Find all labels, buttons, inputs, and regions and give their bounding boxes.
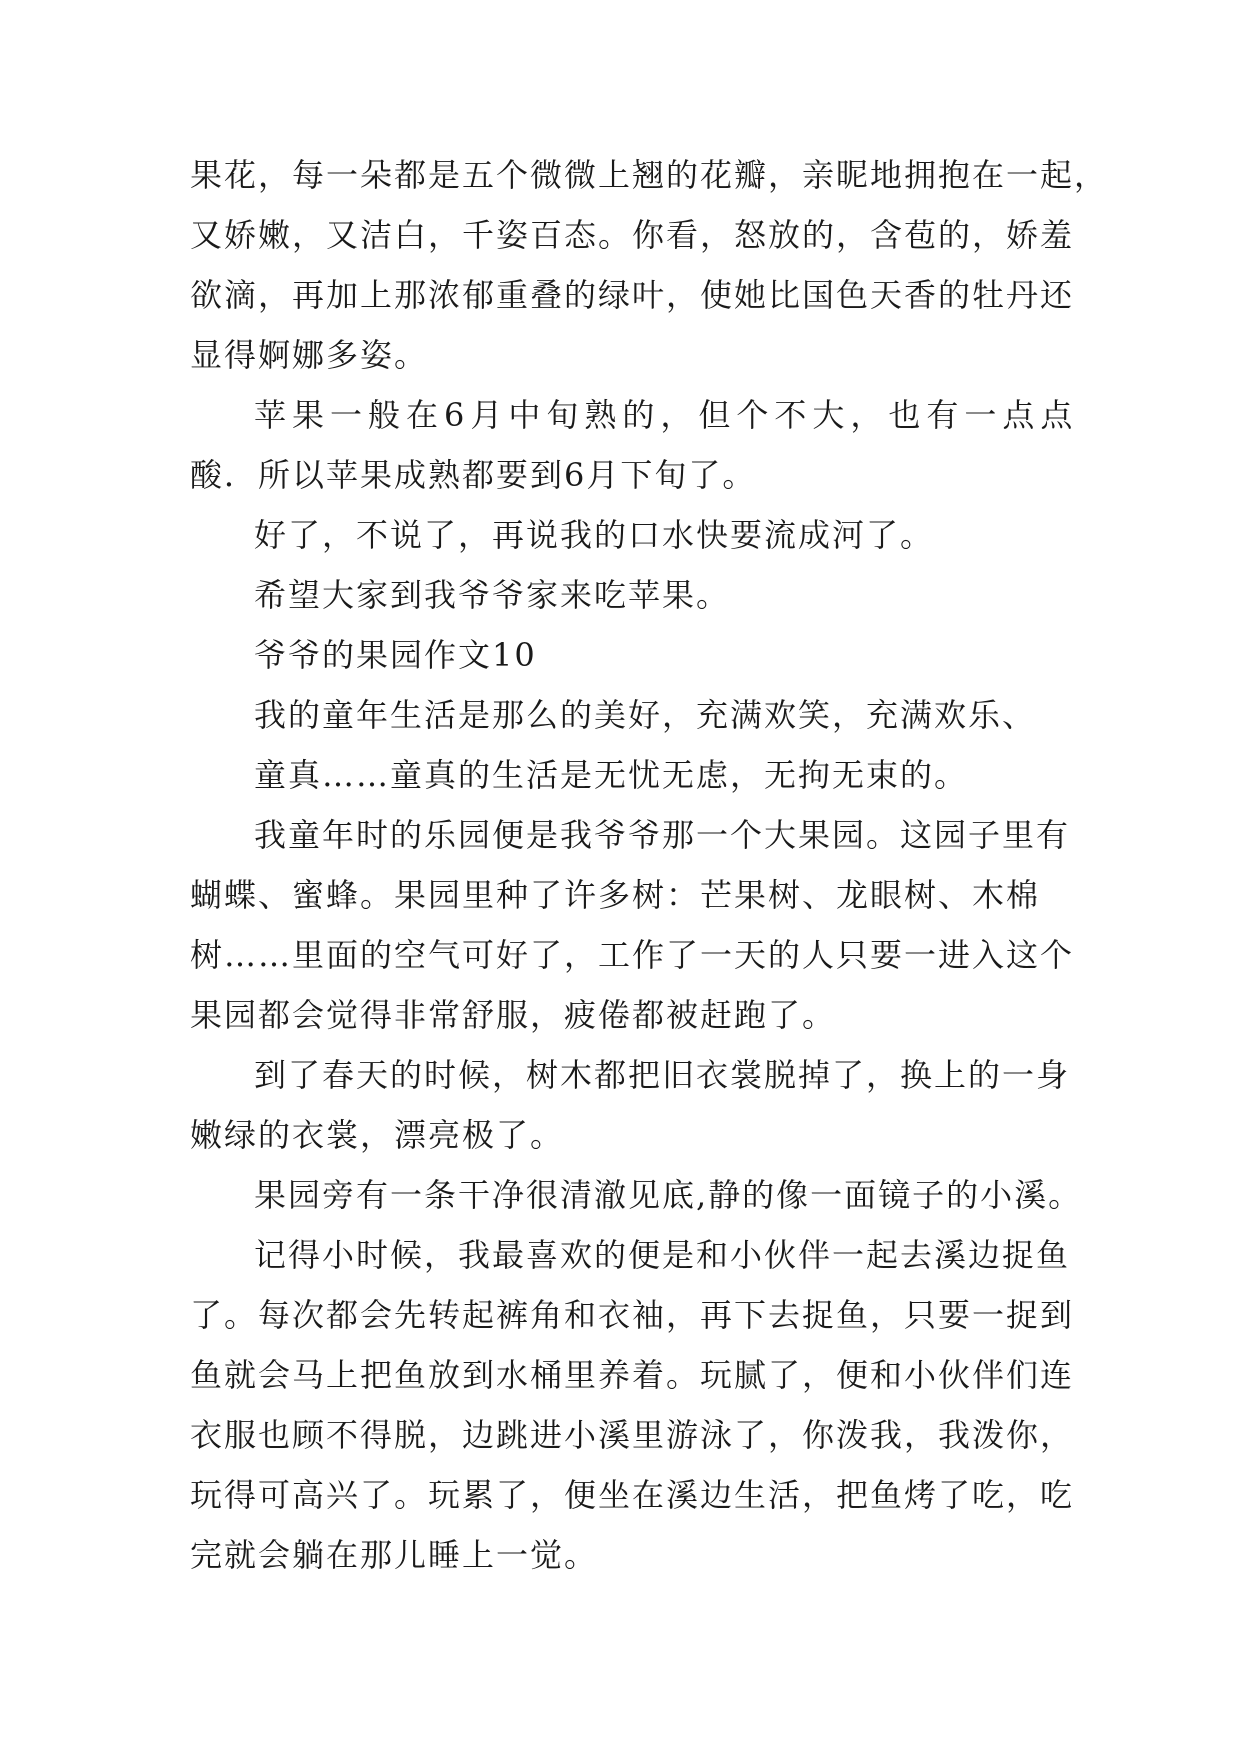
- text-line: 希望大家到我爷爷家来吃苹果。: [254, 576, 731, 614]
- text-line: 童真……童真的生活是无忧无虑，无拘无束的。: [254, 756, 969, 794]
- text-line: 果园都会觉得非常舒服，疲倦都被赶跑了。: [190, 996, 837, 1034]
- text-line: 我的童年生活是那么的美好，充满欢笑，充满欢乐、: [254, 696, 1037, 734]
- text-line: 到了春天的时候，树木都把旧衣裳脱掉了，换上的一身: [254, 1056, 1071, 1094]
- essay-body: [190, 145, 1109, 1585]
- text-line: 完就会躺在那儿睡上一觉。: [190, 1536, 599, 1574]
- text-line: 酸．所以苹果成熟都要到6月下旬了。: [190, 456, 757, 494]
- text-line: 玩得可高兴了。玩累了，便坐在溪边生活，把鱼烤了吃，吃: [190, 1476, 1075, 1514]
- text-line: 记得小时候，我最喜欢的便是和小伙伴一起去溪边捉鱼: [254, 1236, 1071, 1274]
- text-line: 显得婀娜多姿。: [190, 336, 429, 374]
- text-line: 苹果一般在6月中旬熟的，但个不大，也有一点点: [254, 396, 1079, 434]
- text-line: 鱼就会马上把鱼放到水桶里养着。玩腻了，便和小伙伴们连: [190, 1356, 1075, 1394]
- text-line: 我童年时的乐园便是我爷爷那一个大果园。这园子里有: [254, 816, 1071, 854]
- text-line: 树……里面的空气可好了，工作了一天的人只要一进入这个: [190, 936, 1075, 974]
- text-line: 嫩绿的衣裳，漂亮极了。: [190, 1116, 565, 1154]
- text-line: 蝴蝶、蜜蜂。果园里种了许多树：芒果树、龙眼树、木棉: [190, 876, 1041, 914]
- text-line: 欲滴，再加上那浓郁重叠的绿叶，使她比国色天香的牡丹还: [190, 276, 1075, 314]
- text-line: 又娇嫩，又洁白，千姿百态。你看，怒放的，含苞的，娇羞: [190, 216, 1075, 254]
- text-line: 好了，不说了，再说我的口水快要流成河了。: [254, 516, 935, 554]
- text-line: 果园旁有一条干净很清澈见底,静的像一面镜子的小溪。: [254, 1176, 1083, 1214]
- section-heading: 爷爷的果园作文10: [254, 636, 537, 674]
- text-line: 果花，每一朵都是五个微微上翘的花瓣，亲昵地拥抱在一起，: [190, 156, 1109, 194]
- text-line: 衣服也顾不得脱，边跳进小溪里游泳了，你泼我，我泼你，: [190, 1416, 1075, 1454]
- text-line: 了。每次都会先转起裤角和衣袖，再下去捉鱼，只要一捉到: [190, 1296, 1075, 1334]
